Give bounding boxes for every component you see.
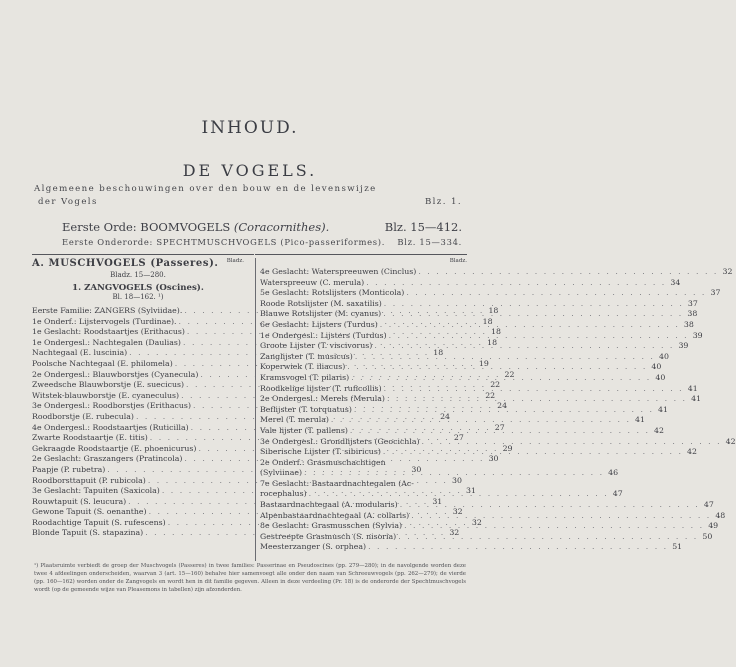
toc-entry-title: Beflijster (T. torquatus) (260, 404, 352, 414)
toc-entry-page: 30 (451, 475, 462, 485)
toc-leader-dots (329, 415, 633, 426)
toc-entry-page: 42 (654, 425, 664, 435)
toc-entry-title: Roodachtige Tapuit (S. rufescens) (32, 517, 166, 527)
intro-text (34, 183, 462, 209)
toc-entry (260, 277, 681, 289)
bladz-label-right: Bladz. (449, 258, 467, 264)
intro-line-1: Algemeene beschouwingen over den bouw en de levenswijze (34, 184, 377, 194)
toc-entry-page: 41 (687, 383, 698, 393)
toc-entry-page: 19 (478, 358, 489, 368)
toc-entry (260, 531, 713, 543)
toc-entry-title: Rouwtapuit (S. leucura) (32, 496, 127, 506)
toc-entry (260, 468, 619, 479)
toc-entry-title: Poolsche Nachtegaal (E. philomela) (32, 358, 173, 368)
toc-entry-title: 3e Ondergesl.: Grondlijsters (Geocichla) (260, 436, 420, 446)
toc-entry-page: 47 (703, 500, 714, 510)
toc-entry-page: 34 (670, 277, 681, 287)
toc-entry-title: Gestreepte Grasmusch (S. nisoria) (260, 531, 397, 541)
toc-entry (260, 415, 645, 426)
toc-entry-title: 1e Geslacht: Roodstaartjes (Erithacus) (32, 327, 185, 337)
toc-entry-title: 2e Onderf.: Grasmuschachtigen (260, 457, 386, 467)
toc-entry-page: 31 (432, 496, 443, 506)
subsection-heading-zangvogels: 1. ZANGVOGELS (Oscines). (72, 283, 204, 293)
toc-entry-page: 18 (488, 306, 499, 315)
toc-leader-dots (372, 341, 676, 352)
section-pages-muschvogels: Bladz. 15—280. (110, 271, 166, 279)
toc-entry-page: 47 (612, 489, 623, 499)
toc-leader-dots (378, 320, 682, 331)
suborder-label: Eerste Onderorde: SPECHTMUSCHVOGELS (Pico-passeriformes). (62, 237, 386, 247)
toc-left-head (32, 258, 244, 271)
toc-leader-dots (385, 394, 689, 405)
toc-entry-page: 29 (502, 443, 513, 453)
toc-leader-dots (349, 373, 653, 384)
toc-entry-title: 7e Geslacht: Bastaardnachtegalen (Ac- (260, 478, 414, 488)
toc-entry-title: Kramsvogel (T. pilaris) (260, 372, 350, 382)
toc-entry-page: 42 (687, 447, 697, 457)
toc-leader-dots (382, 384, 686, 395)
toc-entry-page: 41 (691, 394, 702, 404)
toc-entry-title: Eerste Familie: ZANGERS (Sylviidae). (32, 306, 183, 315)
toc-entry-page: 39 (678, 341, 689, 351)
toc-entry-title: 2e Ondergesl.: Merels (Merula) (260, 394, 385, 404)
toc-entry-title: Roode Rotslijster (M. saxatilis) (260, 298, 382, 308)
toc-entry-page: 41 (635, 415, 645, 425)
toc-entry-title: Koperwiek (T. iliacus) (260, 362, 346, 372)
toc-entry-title: Nachtegaal (E. luscinia) (32, 348, 128, 358)
toc-leader-dots (387, 331, 691, 342)
toc-entry-title: 3e Geslacht: Tapuiten (Saxicola) (32, 486, 160, 496)
toc-entry-page: 38 (683, 319, 694, 329)
toc-entry-page: 27 (494, 422, 505, 432)
toc-leader-dots (302, 468, 606, 479)
toc-entry-page: 50 (702, 531, 713, 541)
toc-entry-title: 1e Onderf.: Lijstervogels (Turdinae). (32, 316, 177, 326)
toc-entry-title: Roodkelige lijster (T. ruficollis) (260, 383, 382, 393)
toc-entry-title: Waterspreeuw (C. merula) (260, 277, 365, 287)
toc-entry-title: 8e Geslacht: Grasmusschen (Sylvia) (260, 521, 403, 531)
toc-entry-title: 6e Geslacht: Lijsters (Turdus) (260, 319, 378, 329)
toc-leader-dots (307, 489, 611, 500)
toc-entry-title: 1e Ondergesl.: Lijsters (Turdus) (260, 330, 387, 340)
suborder-pages: Blz. 15—334. (397, 237, 462, 247)
divider-left (32, 254, 254, 255)
toc-entry-page: 38 (687, 309, 698, 319)
toc-entry-title: Siberische Lijster (T. sibiricus) (260, 447, 381, 457)
toc-entry-title: Witstek-blauwborstje (E. cyaneculus) (32, 390, 180, 400)
toc-leader-dots (416, 267, 720, 278)
toc-entry-page: 41 (658, 404, 668, 414)
toc-entry (260, 479, 467, 490)
toc-entry-title: Paapje (P. rubetra) (32, 464, 106, 474)
toc-entry-page: 32 (452, 507, 463, 517)
toc-entry (260, 500, 714, 511)
toc-entry-page: 30 (411, 464, 422, 474)
toc-entry-page: 22 (490, 380, 501, 390)
page-title: DE VOGELS. (182, 161, 318, 180)
toc-leader-dots (381, 447, 685, 458)
toc-entry-page: 27 (453, 433, 464, 443)
toc-entry-title: (Sylviinae) (260, 468, 302, 478)
toc-entry-title: Zanglijster (T. musicus) (260, 351, 353, 361)
toc-entry-page: 18 (433, 348, 444, 358)
toc-entry (260, 458, 467, 469)
toc-leader-dots (345, 362, 649, 373)
toc-entry-page: 32 (722, 267, 733, 276)
order-label: Eerste Orde: BOOMVOGELS (62, 220, 231, 234)
toc-entry-page: 24 (440, 411, 450, 421)
toc-entry (260, 542, 683, 553)
toc-entry-page: 24 (497, 401, 508, 411)
toc-leader-dots (352, 405, 656, 416)
footnote-text: ¹) Plaatsruimte verbiedt de groep der Muschvogels (Passeres) in twee families: Passerinae en Pseudoscines (pp. 279—280); in de navolgende worden deze twee 4 afdeelingen onderscheiden, waarvan 3 (art. 15—160) behalve hier samenvoegt alle onder den naam van Schreeuwvogels (pp. 262—279); de vierde (pp. 160—162) worden onder de Zangvogels en wordt hen in dit familie gegeven. Alleen in deze verdeeling (Pr. 18) is de onderorde der Spechtmuschvogels wordt (op de gemeende wijze van Pleasemons in tabellen) zijn afzonderden. (34, 563, 466, 593)
toc-entry-title: Roodborstje (E. rubecula) (32, 411, 134, 421)
toc-entry-title: 2e Geslacht: Graszangers (Pratincola) (32, 454, 183, 464)
toc-entry-page: 42 (725, 436, 736, 446)
toc-entry-title: 1e Ondergesl.: Nachtegalen (Daulias) (32, 337, 181, 347)
toc-entry-page: 40 (651, 362, 662, 372)
section-heading-muschvogels: A. MUSCHVOGELS (Passeres). (32, 258, 219, 269)
toc-leader-dots (348, 426, 652, 437)
toc-entry-title: Gewone Tapuit (S. oenanthe) (32, 507, 147, 517)
divider-right (255, 254, 467, 255)
toc-entry-page: 22 (504, 369, 515, 379)
toc-entry-page: 40 (658, 351, 669, 361)
toc-entry-page: 18 (482, 316, 493, 326)
toc-leader-dots (366, 542, 670, 553)
toc-entry-page: 18 (487, 337, 498, 347)
toc-leader-dots (402, 521, 706, 532)
toc-leader-dots (353, 352, 657, 363)
toc-entry-page: 32 (471, 517, 482, 527)
toc-leader-dots (420, 437, 724, 448)
toc-entry-page: 51 (672, 542, 683, 552)
toc-entry-title: 4e Geslacht: Waterspreeuwen (Cinclus) (260, 267, 417, 276)
toc-entry-title: rocephalus) (260, 489, 307, 499)
toc-entry-title: Blauwe Rotslijster (M. cyanus) (260, 309, 382, 319)
toc-entry-title: Alpenbastaardnachtegaal (A. collaris) (260, 510, 410, 520)
toc-entry-page: 48 (715, 510, 726, 520)
toc-entry-title: 4e Ondergesl.: Roodstaartjes (Ruticilla) (32, 422, 189, 432)
toc-entry-page: 18 (491, 327, 501, 337)
toc-entry-title: Blonde Tapuit (S. stapazina) (32, 528, 144, 538)
toc-entry-title: 3e Ondergesl.: Roodborstjes (Erithacus) (32, 401, 191, 411)
page-heading-inhoud: INHOUD. (201, 118, 299, 138)
toc-entry-title: Bastaardnachtegaal (A. modularis) (260, 500, 398, 510)
toc-right-head (260, 258, 467, 267)
toc-leader-dots (364, 278, 668, 289)
order-pages: Blz. 15—412. (384, 220, 462, 234)
toc-entry-page: 32 (449, 528, 460, 538)
toc-entry-page: 46 (608, 468, 619, 478)
toc-entry-title: Meesterzanger (S. orphea) (260, 542, 367, 552)
toc-entry-title: Zweedsche Blauwborstje (E. suecicus) (32, 380, 185, 390)
toc-entry-title: Groote Lijster (T. viscivorus) (260, 341, 373, 351)
toc-entry-page: 37 (710, 288, 721, 298)
toc-entry-page: 37 (687, 298, 698, 308)
toc-entry-page: 40 (655, 372, 666, 382)
toc-leader-dots (396, 532, 700, 543)
subsection-pages-zangvogels: Bl. 18—162. ¹) (112, 293, 164, 301)
toc-entry-page: 31 (465, 486, 476, 496)
toc-entry-title: Merel (T. merula) (260, 415, 329, 425)
toc-entry (260, 298, 698, 310)
toc-leader-dots (398, 500, 702, 511)
bladz-label-left: Bladz. (226, 258, 244, 264)
toc-leader-dots (381, 309, 685, 320)
order-heading (62, 220, 462, 234)
toc-entry-page: 22 (485, 390, 496, 400)
toc-entry-title: 5e Geslacht: Rotslijsters (Monticola) (260, 288, 405, 298)
toc-entry-title: Zwarte Roodstaartje (E. titis) (32, 433, 148, 443)
toc-entry-title: Gekraagde Roodstaartje (E. phoenicurus) (32, 443, 197, 453)
toc-entry (260, 288, 721, 299)
suborder-heading (62, 237, 462, 247)
toc-entry-page: 39 (692, 330, 703, 340)
toc-leader-dots (409, 511, 713, 522)
toc-entry-page: 30 (488, 454, 499, 464)
toc-entry-title: 2e Ondergesl.: Blauwborstjes (Cyanecula) (32, 369, 199, 379)
toc-entry-title: Roodborsttapuit (P. rubicola) (32, 475, 146, 485)
order-latin: (Coracornithes). (233, 220, 330, 234)
toc-entry-title: Vale lijster (T. pallens) (260, 425, 348, 435)
toc-entry (260, 267, 733, 278)
intro-line-2: der Vogels (38, 197, 98, 207)
toc-leader-dots (382, 299, 686, 310)
intro-page: Blz. 1. (424, 197, 462, 207)
toc-entry-page: 49 (708, 521, 719, 531)
footnote (34, 562, 466, 594)
toc-leader-dots (404, 288, 708, 299)
